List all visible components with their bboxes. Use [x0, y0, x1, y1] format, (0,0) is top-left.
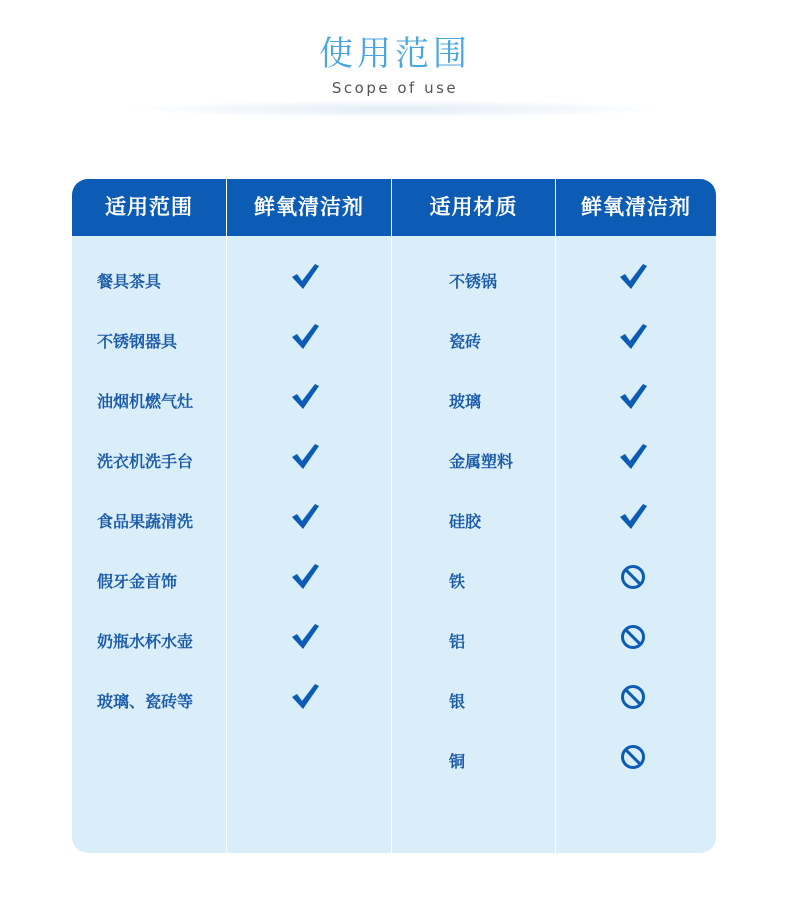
material-row-label: 不锈锅 — [449, 272, 498, 291]
prohibited-icon — [618, 742, 648, 772]
table-body — [72, 179, 716, 853]
prohibited-icon — [618, 622, 648, 652]
scope-row-label: 食品果蔬清洗 — [97, 512, 194, 531]
header-shadow — [120, 100, 670, 118]
column-header-material: 适用材质 — [429, 195, 518, 219]
material-row-label: 铝 — [449, 632, 466, 651]
scope-row-label: 洗衣机洗手台 — [97, 452, 194, 471]
material-row-label: 银 — [449, 692, 466, 711]
material-row-label: 铁 — [449, 572, 466, 591]
check-icon — [618, 502, 648, 532]
material-row-label: 金属塑料 — [449, 452, 514, 471]
check-icon — [618, 262, 648, 292]
page-header — [0, 0, 790, 130]
check-icon — [290, 502, 320, 532]
scope-row-label: 油烟机燃气灶 — [97, 392, 194, 411]
check-icon — [618, 442, 648, 472]
page-subtitle: Scope of use — [331, 79, 459, 97]
check-icon — [290, 682, 320, 712]
prohibited-icon — [618, 682, 648, 712]
scope-row-label: 不锈钢器具 — [97, 332, 178, 351]
scope-row-label: 玻璃、瓷砖等 — [97, 692, 194, 711]
column-header-product-1: 鲜氧清洁剂 — [254, 195, 364, 219]
scope-row-label: 假牙金首饰 — [97, 572, 178, 591]
prohibited-icon — [618, 562, 648, 592]
check-icon — [618, 322, 648, 352]
check-icon — [290, 322, 320, 352]
column-header-product-2: 鲜氧清洁剂 — [581, 195, 691, 219]
check-icon — [618, 382, 648, 412]
material-row-label: 铜 — [449, 752, 466, 771]
scope-table — [72, 179, 716, 853]
check-icon — [290, 442, 320, 472]
page-title: 使用范围 — [319, 34, 471, 74]
scope-row-label: 餐具茶具 — [97, 272, 162, 291]
check-icon — [290, 622, 320, 652]
check-icon — [290, 562, 320, 592]
material-row-label: 玻璃 — [449, 392, 482, 411]
column-header-scope: 适用范围 — [105, 195, 193, 219]
material-row-label: 硅胶 — [449, 512, 482, 531]
scope-row-label: 奶瓶水杯水壶 — [97, 632, 194, 651]
material-row-label: 瓷砖 — [449, 332, 482, 351]
check-icon — [290, 262, 320, 292]
check-icon — [290, 382, 320, 412]
